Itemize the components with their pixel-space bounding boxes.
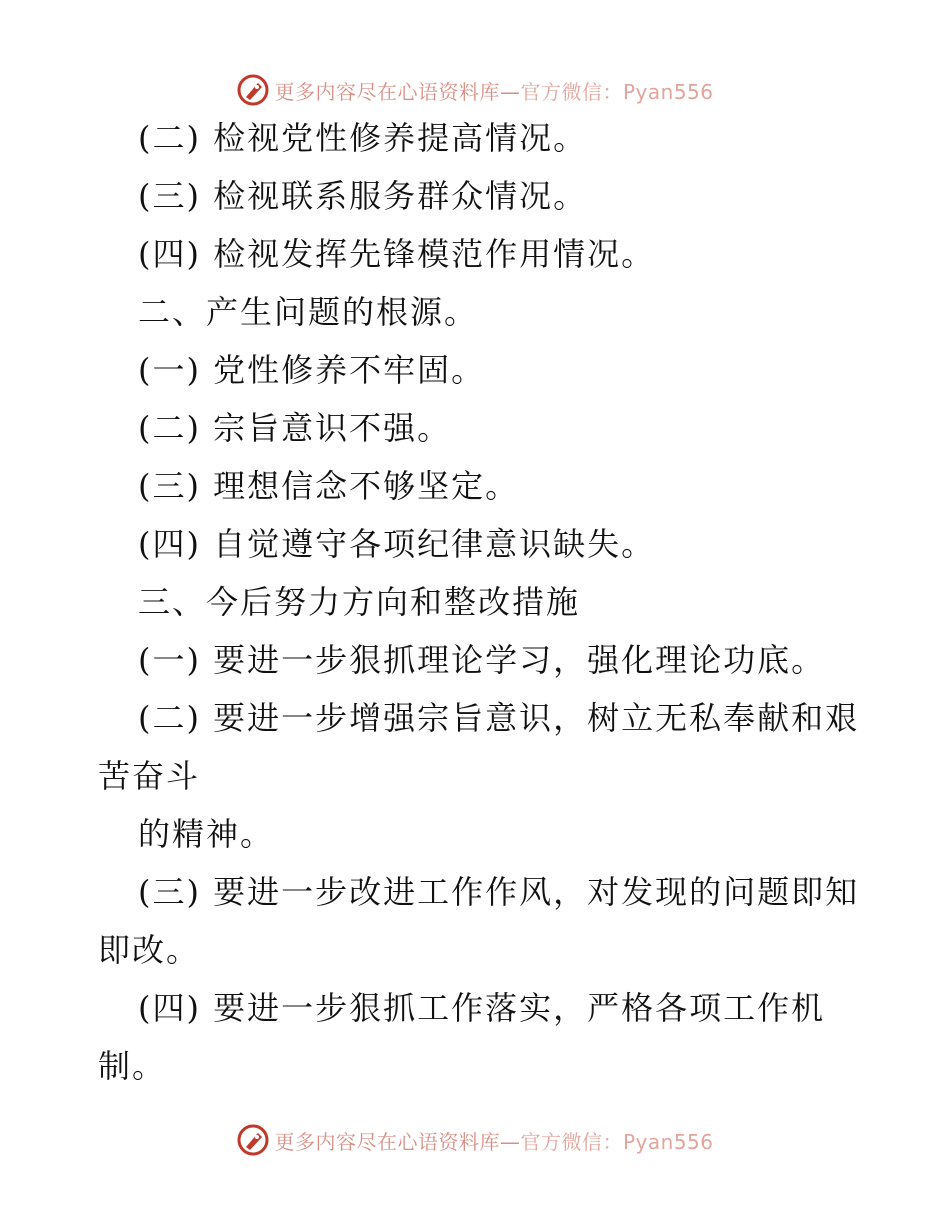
header-banner bbox=[0, 70, 950, 110]
paragraph-line: (四) 要进一步狠抓工作落实，严格各项工作机 bbox=[138, 989, 826, 1027]
paragraph-line: (二) 要进一步增强宗旨意识，树立无私奉献和艰 bbox=[138, 699, 860, 737]
paragraph-line: (三) 检视联系服务群众情况。 bbox=[138, 177, 588, 215]
paragraph-line: (二) 宗旨意识不强。 bbox=[138, 409, 452, 447]
banner-text: 更多内容尽在心语资料库—官方微信：Pyan556 bbox=[274, 79, 714, 104]
paragraph-line: (二) 检视党性修养提高情况。 bbox=[138, 119, 588, 157]
paragraph-line: (一) 党性修养不牢固。 bbox=[138, 351, 486, 389]
pen-nib-logo-icon bbox=[236, 1123, 270, 1157]
paragraph-line: (三) 理想信念不够坚定。 bbox=[138, 467, 520, 505]
paragraph-line: 苦奋斗 bbox=[98, 757, 201, 795]
paragraph-line: 的精神。 bbox=[138, 815, 275, 853]
paragraph-line: (一) 要进一步狠抓理论学习，强化理论功底。 bbox=[138, 641, 826, 679]
paragraph-line: (四) 检视发挥先锋模范作用情况。 bbox=[138, 235, 656, 273]
section-heading: 二、产生问题的根源。 bbox=[138, 293, 479, 331]
paragraph-line: 制。 bbox=[98, 1047, 167, 1085]
paragraph-line: 即改。 bbox=[98, 931, 201, 969]
footer-banner bbox=[0, 1120, 950, 1160]
section-heading: 三、今后努力方向和整改措施 bbox=[138, 583, 581, 621]
paragraph-line: (四) 自觉遵守各项纪律意识缺失。 bbox=[138, 525, 656, 563]
paragraph-line: (三) 要进一步改进工作作风，对发现的问题即知 bbox=[138, 873, 860, 911]
pen-nib-logo-icon bbox=[236, 73, 270, 107]
banner-text: 更多内容尽在心语资料库—官方微信：Pyan556 bbox=[274, 1129, 714, 1154]
